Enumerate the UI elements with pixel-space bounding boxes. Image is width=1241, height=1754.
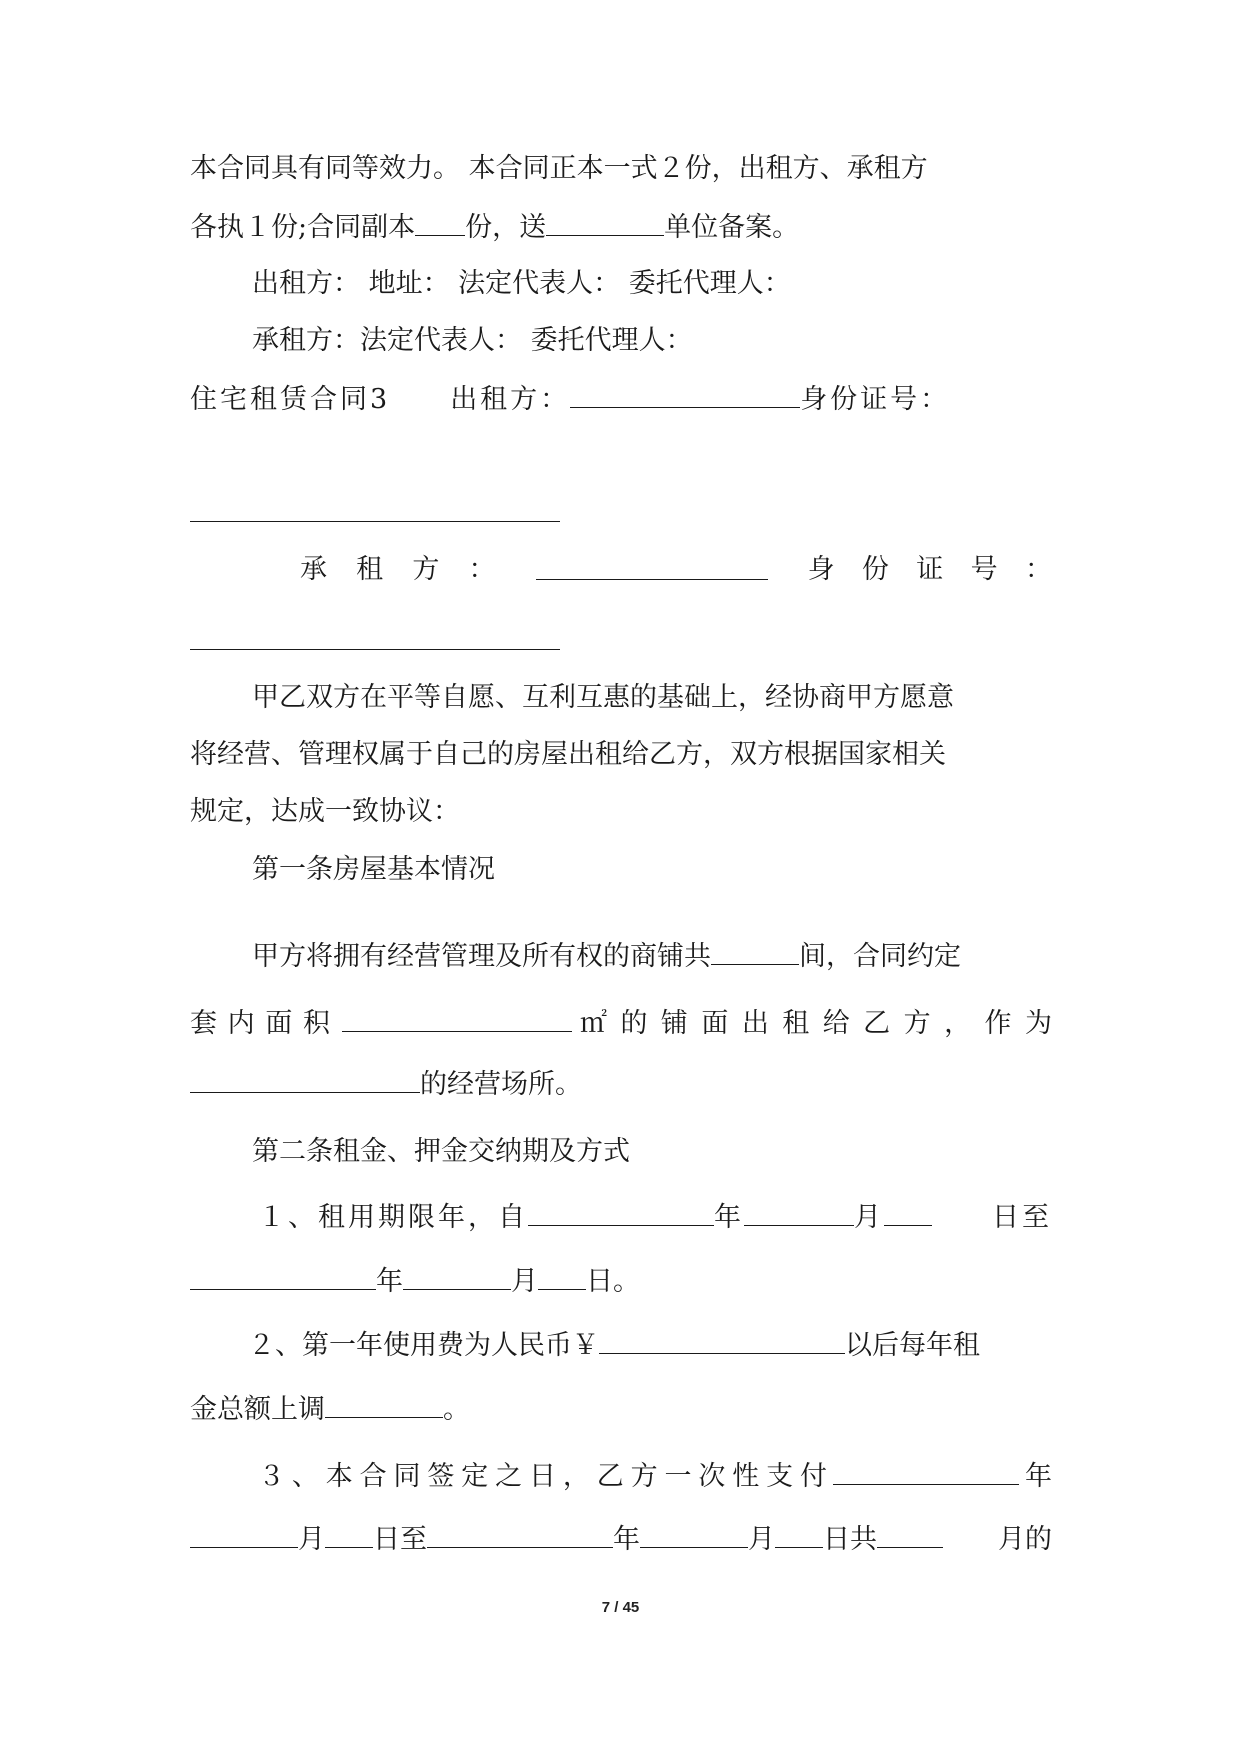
text-line: 规定，达成一致协议： (190, 796, 460, 827)
text-line: 各执１份;合同副本 份，送 单位备案。 (190, 208, 1052, 246)
blank-field (342, 1004, 572, 1032)
blank-field (744, 1198, 854, 1226)
blank-field (528, 1198, 714, 1226)
blank-line (190, 649, 560, 650)
blank-field (570, 380, 800, 408)
text-line: 甲乙双方在平等自愿、互利互惠的基础上，经协商甲方愿意 (252, 682, 954, 713)
text-line: ３、本合同签定之日，乙方一次性支付 年 (258, 1457, 1052, 1495)
blank-field (536, 552, 768, 580)
blank-field (190, 1520, 298, 1548)
blank-field (640, 1520, 748, 1548)
page-number: 7 / 45 (601, 1599, 640, 1616)
blank-field (325, 1390, 443, 1418)
section-heading: 第二条租金、押金交纳期及方式 (252, 1136, 630, 1167)
text-line: 住宅租赁合同3 出租方： 身份证号： (190, 380, 1052, 418)
blank-field (415, 208, 465, 236)
text-line: 的经营场所。 (190, 1065, 1052, 1103)
text-line: 金总额上调 。 (190, 1390, 1052, 1428)
text-line: 将经营、管理权属于自己的房屋出租给乙方，双方根据国家相关 (190, 739, 946, 770)
text-line: 甲方将拥有经营管理及所有权的商铺共 间，合同约定 (252, 937, 1052, 975)
text-line: 出租方： 地址： 法定代表人： 委托代理人： (252, 268, 791, 299)
blank-field (190, 1262, 376, 1290)
blank-field (775, 1520, 823, 1548)
text-line: １、租用期限年，自 年 月 日至 (258, 1198, 1052, 1236)
text-line: 本合同具有同等效力。 本合同正本一式２份，出租方、承租方 (190, 153, 928, 184)
blank-field (884, 1198, 932, 1226)
blank-field (325, 1520, 373, 1548)
text-line: 承租方： 身份证号： (300, 554, 1052, 585)
blank-field (833, 1457, 1019, 1485)
text-line: 套内面积 ㎡的铺面出租给乙方，作为 (190, 1004, 1052, 1042)
blank-field (711, 937, 799, 965)
text-line: 月 日至 年 月 日共 月的 (190, 1520, 1052, 1558)
blank-line (190, 521, 560, 522)
blank-field (877, 1520, 943, 1548)
blank-field (599, 1326, 845, 1354)
blank-field (190, 1065, 420, 1093)
section-heading: 第一条房屋基本情况 (252, 854, 495, 885)
text-line: 年 月 日。 (190, 1262, 1052, 1300)
text-line: ２、第一年使用费为人民币￥ 以后每年租 (248, 1326, 1052, 1364)
blank-field (538, 1262, 586, 1290)
text-line: 承租方：法定代表人： 委托代理人： (252, 325, 693, 356)
blank-field (403, 1262, 511, 1290)
blank-field (427, 1520, 613, 1548)
blank-field (546, 208, 664, 236)
